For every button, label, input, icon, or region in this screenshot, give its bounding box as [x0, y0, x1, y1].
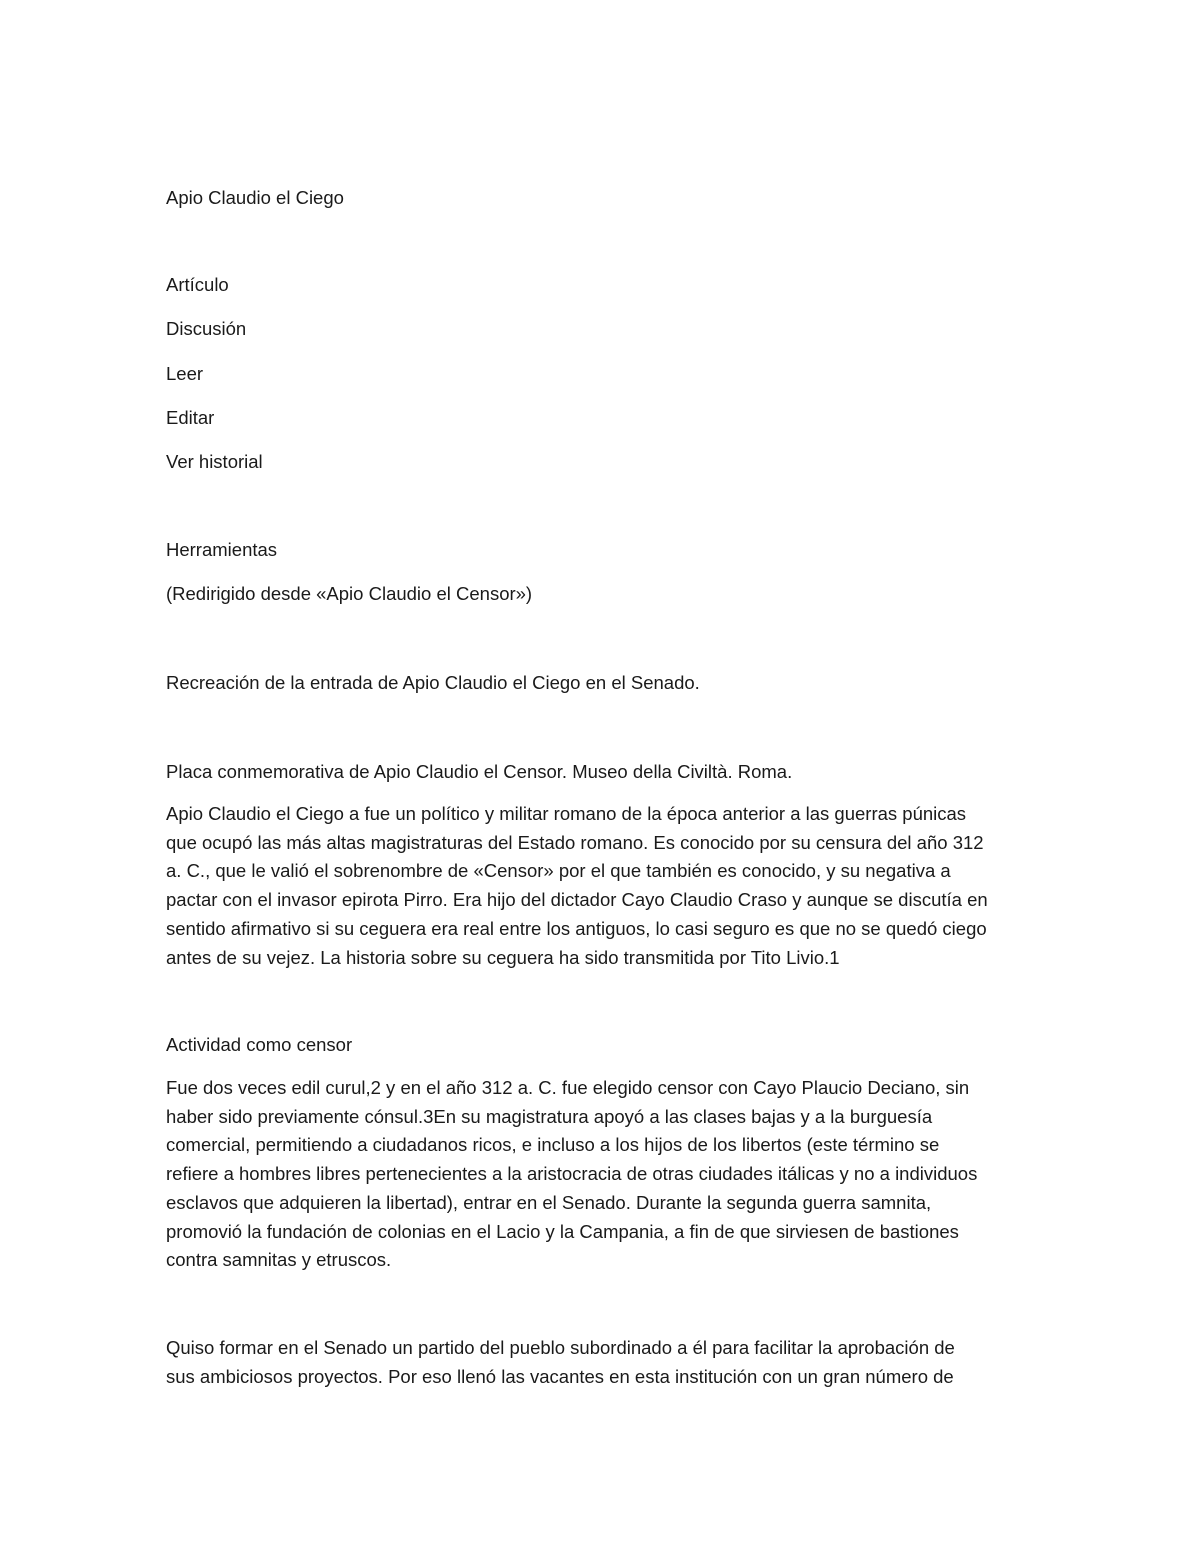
tab-editar: Editar [166, 407, 215, 428]
senate-paragraph [166, 1334, 1036, 1391]
section-heading-censor: Actividad como censor [166, 1034, 353, 1055]
paragraph-line: refiere a hombres libres pertenecientes a la aristocracia de otras ciudades itálicas y no a individuos [166, 1163, 978, 1185]
paragraph-line: antes de su vejez. La historia sobre su ceguera ha sido transmitida por Tito Livio.1 [166, 946, 840, 968]
tab-discusion: Discusión [166, 318, 247, 339]
paragraph-line: que ocupó las más altas magistraturas del Estado romano. Es conocido por su censura del año 312 [166, 831, 984, 853]
tab-articulo: Artículo [166, 274, 229, 295]
paragraph-line: contra samnitas y etruscos. [166, 1249, 392, 1271]
paragraph-line: haber sido previamente cónsul.3En su magistratura apoyó a las clases bajas y a la burguesía [166, 1105, 933, 1127]
tab-leer: Leer [166, 363, 204, 384]
paragraph-line: a. C., que le valió el sobrenombre de «Censor» por el que también es conocido, y su negativa a [166, 860, 951, 882]
paragraph-line: sus ambiciosos proyectos. Por eso llenó las vacantes en esta institución con un gran número de [166, 1365, 954, 1387]
paragraph-line: sentido afirmativo si su ceguera era real entre los antiguos, lo casi seguro es que no se quedó ciego [166, 917, 987, 939]
paragraph-line: Fue dos veces edil curul,2 y en el año 312 a. C. fue elegido censor con Cayo Plaucio Deciano, sin [166, 1077, 970, 1098]
image-caption-placa: Placa conmemorativa de Apio Claudio el Censor. Museo della Civiltà. Roma. [166, 761, 793, 782]
document-title: Apio Claudio el Ciego [166, 187, 344, 208]
paragraph-line: pactar con el invasor epirota Pirro. Era hijo del dictador Cayo Claudio Craso y aunque se discutía en [166, 889, 988, 911]
paragraph-line: comercial, permitiendo a ciudadanos ricos, e incluso a los hijos de los libertos (este término se [166, 1134, 940, 1156]
intro-paragraph [166, 800, 1036, 972]
tools-label: Herramientas [166, 539, 278, 560]
paragraph-line: Quiso formar en el Senado un partido del pueblo subordinado a él para facilitar la aprobación de [166, 1337, 955, 1358]
redirect-note: (Redirigido desde «Apio Claudio el Censor») [166, 583, 533, 604]
tab-ver-historial: Ver historial [166, 451, 263, 472]
image-caption-recreacion: Recreación de la entrada de Apio Claudio el Ciego en el Senado. [166, 672, 700, 693]
paragraph-line: promovió la fundación de colonias en el Lacio y la Campania, a fin de que sirviesen de bastiones [166, 1220, 959, 1242]
paragraph-line: Apio Claudio el Ciego a fue un político y militar romano de la época anterior a las guerras púnicas [166, 803, 967, 824]
censor-paragraph [166, 1074, 1036, 1275]
paragraph-line: esclavos que adquieren la libertad), entrar en el Senado. Durante la segunda guerra samnita, [166, 1191, 932, 1213]
